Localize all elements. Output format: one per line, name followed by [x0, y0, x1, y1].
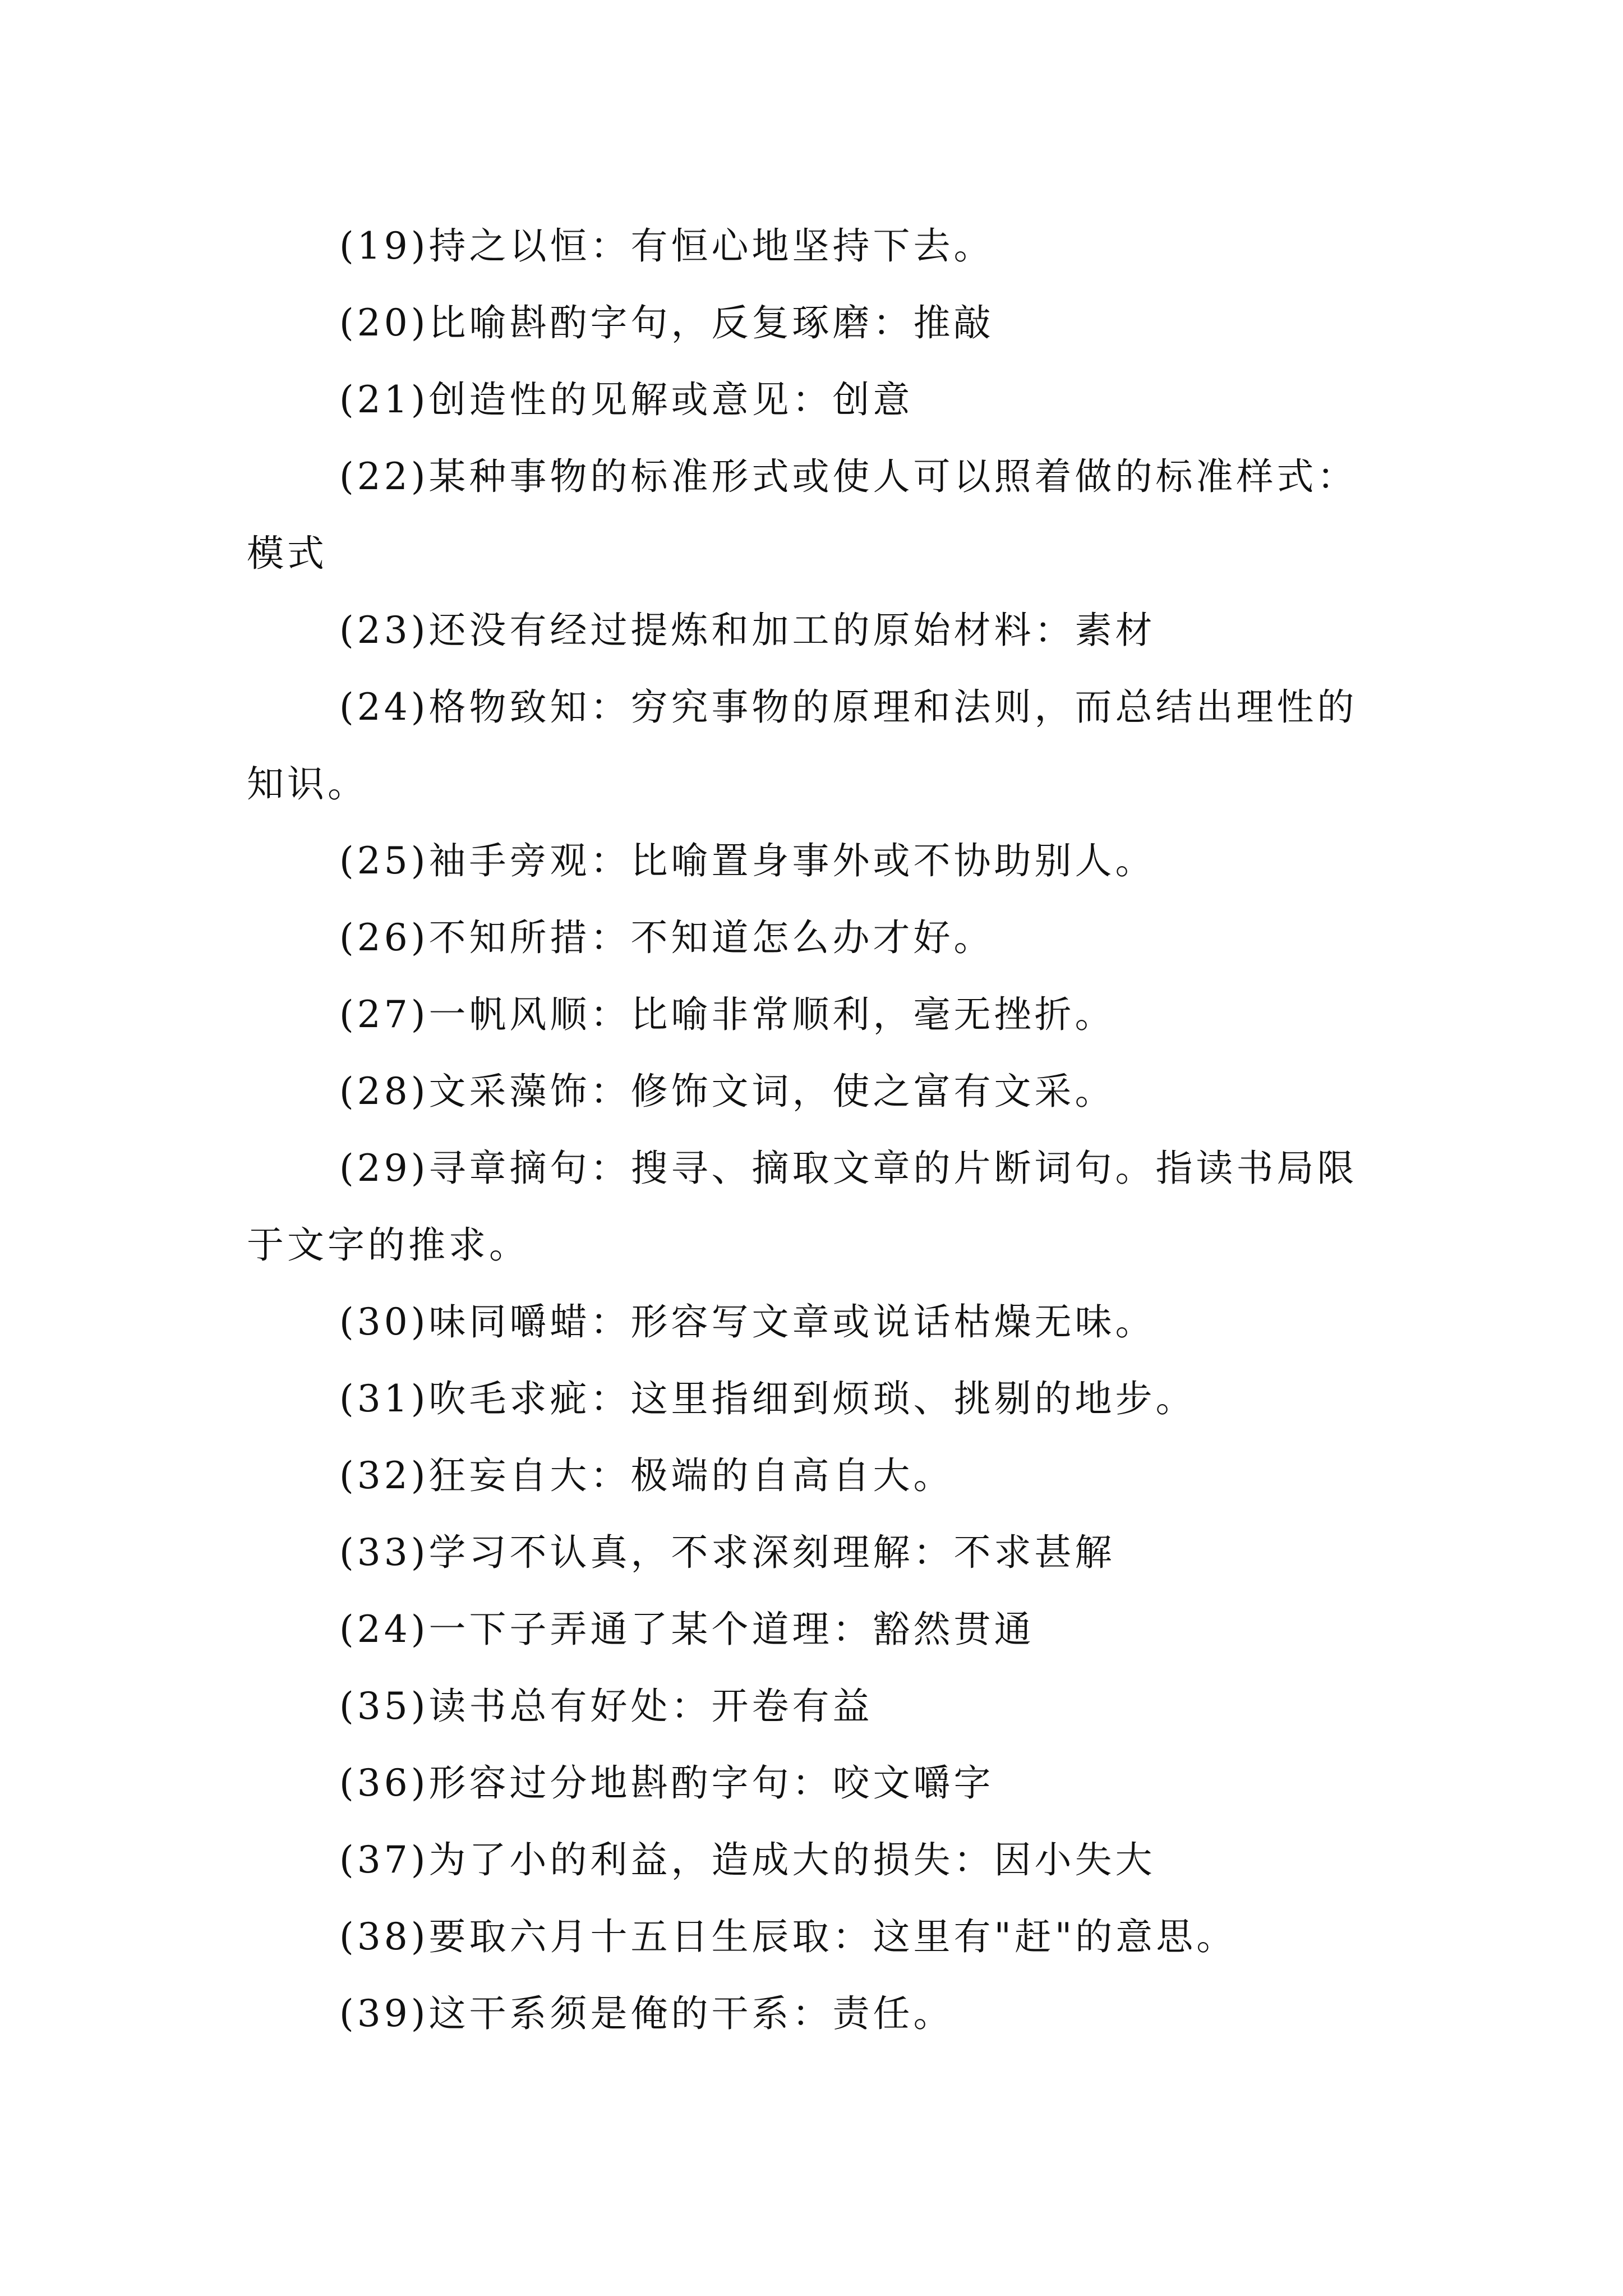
paragraph-38: (38)要取六月十五日生辰取：这里有"赶"的意思。	[339, 1915, 1237, 1958]
paragraph-36: (36)形容过分地斟酌字句：咬文嚼字	[339, 1761, 994, 1805]
paragraph-24-a: (24)格物致知：穷究事物的原理和法则，而总结出理性的知识。	[247, 685, 1358, 806]
paragraph-19: (19)持之以恒：有恒心地坚持下去。	[339, 224, 994, 268]
paragraph-37: (37)为了小的利益，造成大的损失：因小失大	[339, 1838, 1156, 1881]
paragraph-24-b: (24)一下子弄通了某个道理：豁然贯通	[339, 1608, 1035, 1651]
paragraph-28: (28)文采藻饰：修饰文词，使之富有文采。	[339, 1070, 1115, 1113]
paragraph-23: (23)还没有经过提炼和加工的原始材料：素材	[339, 609, 1156, 652]
paragraph-29: (29)寻章摘句：搜寻、摘取文章的片断词句。指读书局限于文字的推求。	[247, 1147, 1358, 1267]
paragraph-26: (26)不知所措：不知道怎么办才好。	[339, 916, 994, 959]
paragraph-25: (25)袖手旁观：比喻置身事外或不协助别人。	[339, 839, 1156, 882]
paragraph-21: (21)创造性的见解或意见：创意	[339, 378, 914, 421]
paragraph-35: (35)读书总有好处：开卷有益	[339, 1685, 873, 1728]
paragraph-20: (20)比喻斟酌字句，反复琢磨：推敲	[339, 301, 994, 344]
paragraph-22: (22)某种事物的标准形式或使人可以照着做的标准样式：模式	[247, 455, 1358, 575]
paragraph-31: (31)吹毛求疵：这里指细到烦琐、挑剔的地步。	[339, 1377, 1196, 1420]
document-body	[247, 208, 1396, 2052]
paragraph-32: (32)狂妄自大：极端的自高自大。	[339, 1454, 954, 1497]
paragraph-39: (39)这干系须是俺的干系：责任。	[339, 1992, 954, 2035]
paragraph-33: (33)学习不认真，不求深刻理解：不求甚解	[339, 1531, 1115, 1574]
paragraph-30: (30)味同嚼蜡：形容写文章或说话枯燥无味。	[339, 1300, 1156, 1343]
paragraph-27: (27)一帆风顺：比喻非常顺利，毫无挫折。	[339, 993, 1115, 1036]
